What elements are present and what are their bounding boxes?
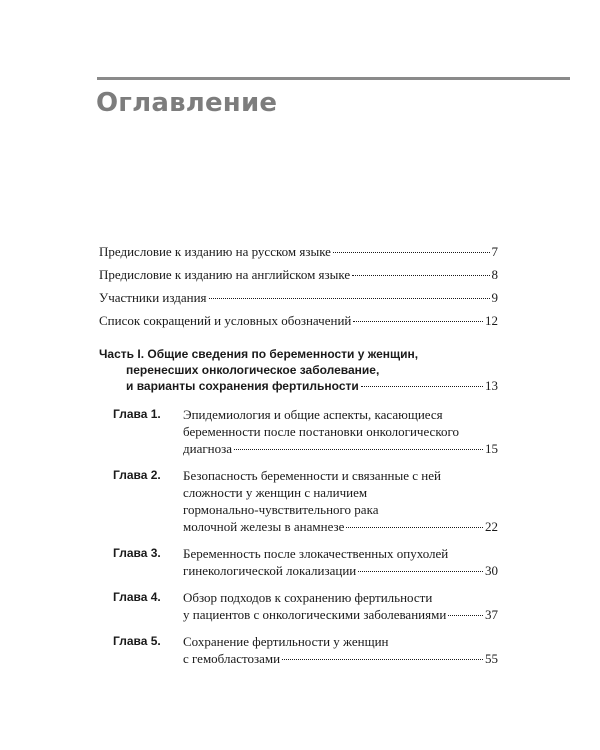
dot-leader xyxy=(353,321,483,322)
chapter-page: 55 xyxy=(485,651,498,666)
entry-page: 12 xyxy=(485,313,498,328)
entry-page: 8 xyxy=(491,267,498,282)
table-of-contents xyxy=(99,243,498,667)
header-rule xyxy=(97,77,570,80)
entry-title: Участники издания xyxy=(99,290,207,305)
chapter-title-line: молочной железы в анамнезе xyxy=(183,519,345,534)
dot-leader xyxy=(358,571,483,572)
chapter-title-line: беременности после постановки онкологического xyxy=(183,424,459,439)
page-title: Оглавление xyxy=(96,88,278,118)
chapter-entry[interactable] xyxy=(113,467,498,535)
chapter-title-line: у пациентов с онкологическими заболеваниями xyxy=(183,607,447,622)
chapter-title-line: сложности у женщин с наличием xyxy=(183,485,368,500)
toc-entry[interactable] xyxy=(99,312,498,329)
dot-leader xyxy=(346,527,483,528)
entry-title: Предисловие к изданию на русском языке xyxy=(99,244,331,259)
dot-leader xyxy=(361,386,483,387)
toc-entry[interactable] xyxy=(99,243,498,260)
chapter-title-line: Эпидемиология и общие аспекты, касающиеся xyxy=(183,407,443,422)
chapter-title-line: Безопасность беременности и связанные с ней xyxy=(183,468,441,483)
part-title-line: Часть I. Общие сведения по беременности у женщин, xyxy=(99,347,419,361)
chapter-label: Глава 5. xyxy=(113,634,161,648)
chapter-title-line: с гемобластозами xyxy=(183,651,281,666)
chapter-label: Глава 3. xyxy=(113,546,161,560)
dot-leader xyxy=(209,298,490,299)
chapter-page: 37 xyxy=(485,607,498,622)
dot-leader xyxy=(333,252,490,253)
chapter-entry[interactable] xyxy=(113,633,498,667)
chapter-page: 15 xyxy=(485,441,498,456)
dot-leader xyxy=(282,659,483,660)
entry-page: 7 xyxy=(491,244,498,259)
chapter-label: Глава 1. xyxy=(113,407,161,421)
part-page: 13 xyxy=(485,378,498,393)
toc-entry[interactable] xyxy=(99,266,498,283)
part-title-line: перенесших онкологическое заболевание, xyxy=(126,363,380,377)
chapter-page: 22 xyxy=(485,519,498,534)
entry-title: Предисловие к изданию на английском языке xyxy=(99,267,351,282)
dot-leader xyxy=(234,449,483,450)
dot-leader xyxy=(352,275,489,276)
entry-title: Список сокращений и условных обозначений xyxy=(99,313,352,328)
chapter-entry[interactable] xyxy=(113,406,498,457)
chapter-title-line: диагноза xyxy=(183,441,233,456)
toc-entry[interactable] xyxy=(99,289,498,306)
chapter-label: Глава 4. xyxy=(113,590,161,604)
chapter-entry[interactable] xyxy=(113,545,498,579)
chapter-page: 30 xyxy=(485,563,498,578)
part-heading[interactable] xyxy=(99,346,498,394)
part-title-line: и варианты сохранения фертильности xyxy=(126,379,359,393)
chapter-entry[interactable] xyxy=(113,589,498,623)
chapter-title-line: гормонально-чувствительного рака xyxy=(183,502,379,517)
dot-leader xyxy=(448,615,483,616)
chapter-title-line: гинекологической локализации xyxy=(183,563,357,578)
chapter-title-line: Обзор подходов к сохранению фертильности xyxy=(183,590,433,605)
chapter-label: Глава 2. xyxy=(113,468,161,482)
entry-page: 9 xyxy=(491,290,498,305)
chapter-title-line: Беременность после злокачественных опухолей xyxy=(183,546,449,561)
chapter-title-line: Сохранение фертильности у женщин xyxy=(183,634,389,649)
